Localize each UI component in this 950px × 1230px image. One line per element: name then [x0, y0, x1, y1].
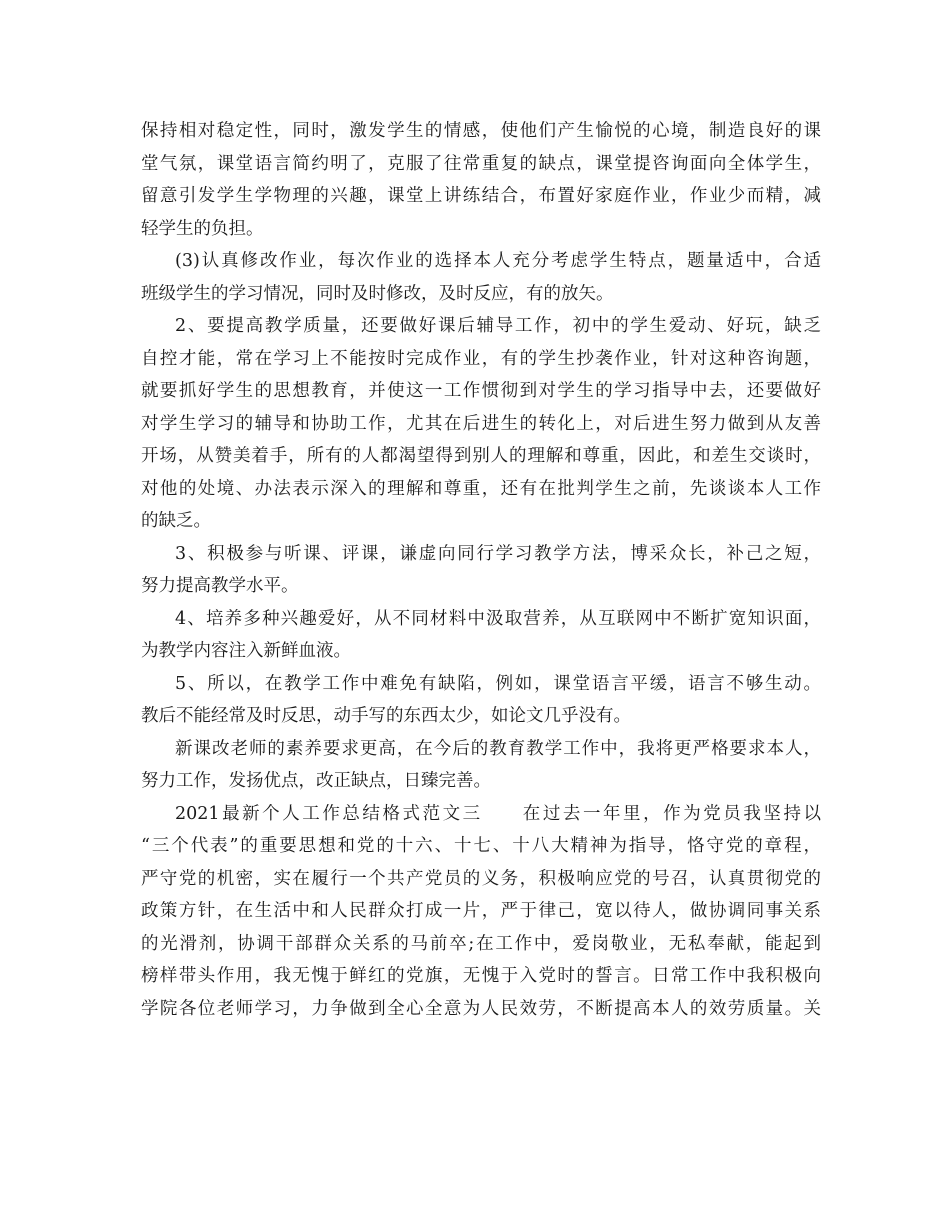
document-body [141, 115, 821, 1025]
text-line: 严守党的机密，实在履行一个共产党员的义务，积极响应党的号召，认真贯彻党的 [141, 868, 821, 889]
text-line: 榜样带头作用，我无愧于鲜红的党旗，无愧于入党时的誓言。日常工作中我积极向 [141, 966, 821, 986]
text-line: 2、要提高教学质量，还要做好课后辅导工作，初中的学生爱动、好玩，缺乏 [175, 316, 821, 336]
text-line: 政策方针，在生活中和人民群众打成一片，严于律己，宽以待人，做协调同事关系 [141, 901, 821, 921]
text-line: 5、所以，在教学工作中难免有缺陷，例如，课堂语言平缓，语言不够生动。 [175, 673, 821, 694]
text-line: 3、积极参与听课、评课，谦虚向同行学习教学方法，博采众长，补己之短， [175, 543, 821, 564]
text-line: 对学生学习的辅导和协助工作，尤其在后进生的转化上，对后进生努力做到从友善 [141, 413, 821, 434]
text-line: 的缺乏。 [141, 511, 211, 531]
text-line: 努力提高教学水平。 [141, 576, 299, 596]
text-line: 班级学生的学习情况，同时及时修改，及时反应，有的放矢。 [141, 283, 614, 304]
text-line: 保持相对稳定性，同时，激发学生的情感，使他们产生愉悦的心境，制造良好的课 [141, 121, 821, 141]
text-line: “三个代表”的重要思想和党的十六、十七、十八大精神为指导，恪守党的章程， [141, 836, 821, 856]
text-line: (3)认真修改作业，每次作业的选择本人充分考虑学生特点，题量适中，合适 [175, 251, 821, 271]
text-line: 就要抓好学生的思想教育，并使这一工作惯彻到对学生的学习指导中去，还要做好 [141, 381, 821, 401]
text-line: 的光滑剂，协调干部群众关系的马前卒;在工作中，爱岗敬业，无私奉献，能起到 [141, 933, 821, 954]
text-line: 对他的处境、办法表示深入的理解和尊重，还有在批判学生之前，先谈谈本人工作 [141, 478, 821, 499]
text-line: 为教学内容注入新鲜血液。 [141, 641, 351, 661]
text-line: 留意引发学生学物理的兴趣，课堂上讲练结合，布置好家庭作业，作业少而精，减 [141, 186, 821, 206]
text-line: 4、培养多种兴趣爱好，从不同材料中汲取营养，从互联网中不断扩宽知识面， [175, 608, 821, 629]
text-line: 学院各位老师学习，力争做到全心全意为人民效劳，不断提高本人的效劳质量。关 [141, 998, 821, 1019]
text-line: 自控才能，常在学习上不能按时完成作业，有的学生抄袭作业，针对这种咨询题， [141, 348, 821, 369]
text-line: 新课改老师的素养要求更高，在今后的教育教学工作中，我将更严格要求本人， [175, 738, 821, 759]
text-line: 2021最新个人工作总结格式范文三 在过去一年里，作为党员我坚持以 [175, 803, 821, 824]
text-line: 教后不能经常及时反思，动手写的东西太少，如论文几乎没有。 [141, 706, 631, 726]
text-line: 轻学生的负担。 [141, 218, 264, 239]
text-line: 开场，从赞美着手，所有的人都渴望得到别人的理解和尊重，因此，和差生交谈时， [141, 446, 821, 466]
text-line: 堂气氛，课堂语言简约明了，克服了往常重复的缺点，课堂提咨询面向全体学生， [141, 153, 821, 174]
text-line: 努力工作，发扬优点，改正缺点，日臻完善。 [141, 771, 491, 791]
